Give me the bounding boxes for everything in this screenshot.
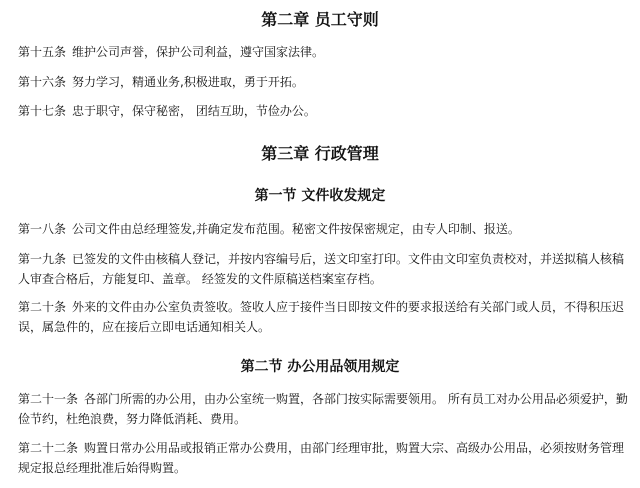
article-16 (18, 72, 628, 92)
article-15 (18, 42, 628, 62)
article-text: 公司文件由总经理签发,并确定发布范围。秘密文件按保密规定，由专人印制、报送。 (72, 222, 520, 236)
article-number: 第十七条 (18, 104, 67, 118)
article-text: 外来的文件由办公室负责签收。签收人应于接件当日即按文件的要求报送给有关部门或人员，不得积压迟误，属急件的，应在接后立即电话通知相关人。 (18, 300, 625, 334)
article-text: 购置日常办公用品或报销正常办公费用，由部门经理审批，购置大宗、高级办公用品，必须按财务管理规定报总经理批准后始得购置。 (18, 441, 625, 475)
chapter-title-3: 第三章 行政管理 (261, 144, 379, 163)
article-17 (18, 101, 628, 121)
article-18 (18, 219, 628, 239)
article-number: 第一九条 (18, 252, 67, 266)
article-number: 第二十条 (18, 300, 67, 314)
article-number: 第十六条 (18, 75, 67, 89)
article-number: 第二十二条 (18, 441, 79, 455)
article-22 (18, 438, 628, 478)
section-title-1: 第一节 文件收发规定 (254, 188, 386, 204)
article-number: 第一八条 (18, 222, 67, 236)
article-20 (18, 297, 628, 337)
article-text: 各部门所需的办公用，由办公室统一购置，各部门按实际需要领用。 所有员工对办公用品必须爱护，勤俭节约，杜绝浪费，努力降低消耗、费用。 (18, 392, 628, 426)
article-21 (18, 389, 628, 429)
article-text: 努力学习，精通业务,积极进取，勇于开拓。 (72, 75, 304, 89)
article-text: 忠于职守，保守秘密， 团结互助，节俭办公。 (72, 104, 316, 118)
article-text: 维护公司声誉，保护公司利益，遵守国家法律。 (72, 45, 325, 59)
article-number: 第二十一条 (18, 392, 79, 406)
article-19 (18, 249, 628, 289)
article-text: 已签发的文件由核稿人登记，并按内容编号后，送文印室打印。文件由文印室负责校对，并送拟稿人核稿人审查合格后，方能复印、盖章。 经签发的文件原稿送档案室存档。 (18, 252, 625, 286)
section-title-2: 第二节 办公用品领用规定 (240, 359, 400, 375)
article-number: 第十五条 (18, 45, 67, 59)
chapter-title-2: 第二章 员工守则 (261, 10, 379, 29)
